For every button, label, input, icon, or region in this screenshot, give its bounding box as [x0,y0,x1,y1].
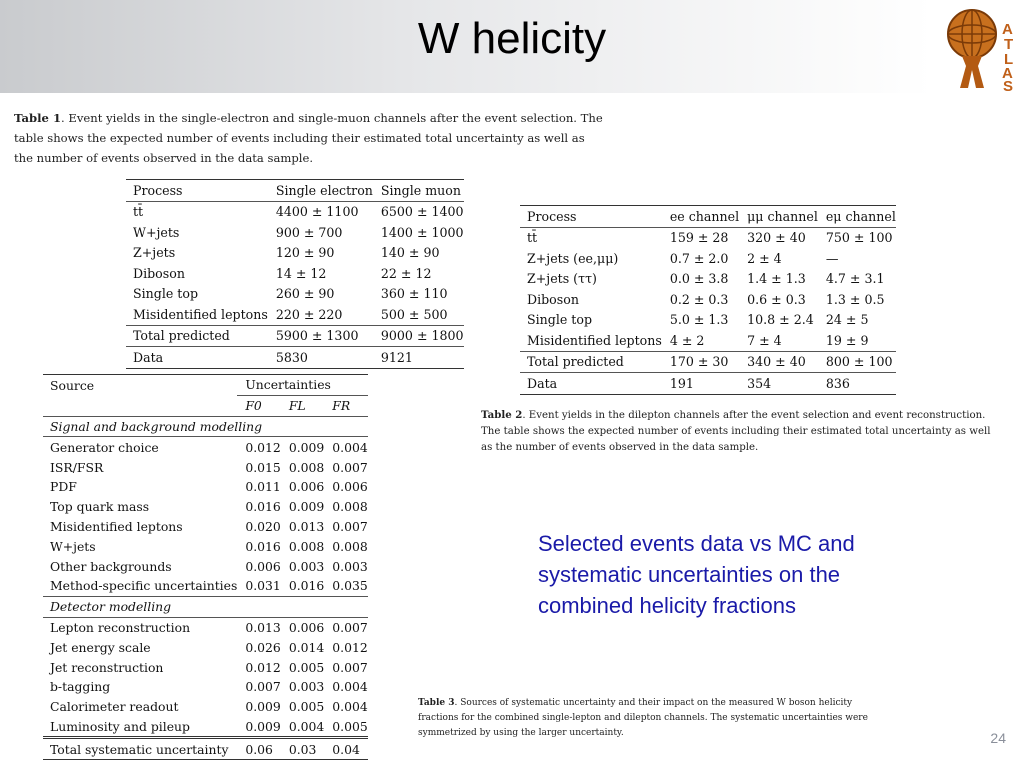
cell-value: 360 ± 110 [380,286,448,302]
cell-value: 0.6 ± 0.3 [747,291,806,307]
cell-value: 6500 ± 1400 [373,201,464,222]
cell-value: ee channel [662,206,739,228]
cell-value: 0.015 [245,459,281,475]
cell-value: 0.035 [332,578,368,594]
row-label: Total predicted [520,351,662,373]
cell-value: 0.006 [245,558,281,574]
cell-value: 0.004 [332,679,368,695]
table3-caption: Table 3. Sources of systematic uncertainty and their impact on the measured W boson helicity fractions for the combined single-lepton and dilepton channels. The systematic uncertainties were symmetrized by using the larger uncertainty. [418,698,868,738]
cell-value: 0.006 [288,619,325,635]
table3-systematic-uncertainties [43,374,368,760]
cell-value: 0.012 [332,639,368,655]
table-subheader-row [43,395,368,416]
cell-value: 0.004 [332,439,368,455]
row-label: Diboson [527,291,579,307]
row-label: Single top [527,312,593,328]
table-row [520,248,896,269]
table-row [43,536,368,556]
cell-value: 836 [818,373,896,395]
table1-caption: Table 1. Event yields in the single-electron and single-muon channels after the event selection. The table shows the expected number of events including their estimated total uncertainty as well as the number of events observed in the data sample. [14,111,603,165]
cell-value: 0.06 [237,738,280,760]
cell-value: 4400 ± 1100 [268,201,373,222]
row-label: Data [520,373,662,395]
cell-value: 0.016 [288,578,325,594]
svg-text:A: A [1002,65,1013,82]
cell-value: 5900 ± 1300 [268,325,373,347]
table2-caption: Table 2. Event yields in the dilepton channels after the event selection and event reconstruction. The table shows the expected number of events including their estimated total uncertainty as well as the number of events observed in the data sample. [481,409,991,453]
table-row [43,697,368,717]
row-label: tt̄ [126,201,268,222]
table-row [43,556,368,576]
row-label: W+jets [50,538,96,554]
table-row [126,201,464,222]
section-heading: Detector modelling [43,596,368,617]
svg-text:A: A [1002,21,1013,38]
row-label: Total systematic uncertainty [43,738,237,760]
table-row [126,222,464,243]
subheader-0: F0 [245,398,262,414]
svg-text:S: S [1003,78,1014,92]
cell-value: 0.006 [332,479,368,495]
table-row [520,373,896,395]
cell-value: 0.008 [288,459,325,475]
row-label: tt̄ [520,227,662,248]
cell-value: 0.009 [245,718,281,734]
cell-value: 354 [739,373,818,395]
svg-text:L: L [1004,51,1014,68]
cell-value: 191 [662,373,739,395]
row-label: Lepton reconstruction [50,619,191,635]
cell-value: 0.012 [245,659,281,675]
row-label: ISR/FSR [50,459,104,475]
cell-value: 170 ± 30 [662,351,739,373]
cell-value: 0.014 [288,639,325,655]
row-label: PDF [50,479,77,495]
cell-value: eμ channel [818,206,896,228]
table-row [43,576,368,596]
row-label: Misidentified leptons [527,332,662,348]
cell-value: 5.0 ± 1.3 [669,312,729,328]
section-heading: Signal and background modelling [43,416,368,437]
cell-value: 0.003 [288,679,325,695]
cell-value: 0.016 [245,499,281,515]
section-detector [43,596,368,617]
cell-value: Single electron [268,180,373,202]
cell-value: 5830 [268,347,373,369]
cell-value: 0.013 [245,619,281,635]
slide-note: Selected events data vs MC and systematic uncertainties on the combined helicity fractions [538,531,855,618]
cell-value: 0.005 [288,659,325,675]
cell-value: 340 ± 40 [739,351,818,373]
section-signal-background [43,416,368,437]
cell-value: 19 ± 9 [825,332,869,348]
cell-value: 4.7 ± 3.1 [825,271,885,287]
row-label: Z+jets [133,245,176,261]
row-label: Diboson [133,265,185,281]
row-label: Single top [133,286,199,302]
table-row [520,310,896,331]
cell-value: 0.007 [332,619,368,635]
cell-value: Single muon [373,180,464,202]
row-label: Data [126,347,268,369]
cell-value: 0.005 [332,718,368,734]
cell-value: 7 ± 4 [747,332,782,348]
cell-value: 800 ± 100 [818,351,896,373]
cell-value: 0.011 [245,479,281,495]
cell-value: 0.0 ± 3.8 [669,271,729,287]
cell-value: 2 ± 4 [747,250,782,266]
subheader-2: FR [332,398,351,414]
cell-value: 0.007 [245,679,281,695]
table-row [520,269,896,290]
cell-value: 320 ± 40 [739,227,818,248]
cell-value: 220 ± 220 [275,306,343,322]
cell-value: 260 ± 90 [275,286,335,302]
cell-value: 0.003 [332,558,368,574]
cell-value: 0.03 [281,738,324,760]
cell-value: 9000 ± 1800 [373,325,464,347]
cell-value: 1.3 ± 0.5 [825,291,885,307]
table-header-row [126,180,464,202]
row-label: Total predicted [126,325,268,347]
cell-value: 0.004 [332,699,368,715]
atlas-globe-icon [948,10,996,88]
cell-value: 4 ± 2 [669,332,705,348]
table-row [520,351,896,373]
cell-value: — [825,250,839,266]
table-row [43,717,368,738]
empty-cell [43,395,237,416]
cell-value: 0.007 [332,659,368,675]
atlas-logo [936,4,1022,92]
cell-value: 0.008 [332,538,368,554]
table-row [43,517,368,537]
row-label: W+jets [133,224,180,240]
cell-value: 0.007 [332,518,368,534]
cell-value: 0.012 [245,439,281,455]
cell-value: 1.4 ± 1.3 [747,271,806,287]
cell-value: 120 ± 90 [275,245,335,261]
table-header-row [43,375,368,396]
table-row [126,325,464,347]
cell-value: 0.009 [288,439,325,455]
cell-value: 159 ± 28 [662,227,739,248]
table-row [43,457,368,477]
cell-value: 0.008 [332,499,368,515]
cell-value: 0.7 ± 2.0 [669,250,729,266]
row-label: Other backgrounds [50,558,172,574]
cell-value: 0.2 ± 0.3 [669,291,729,307]
table-row [520,289,896,310]
cell-value: 0.008 [288,538,325,554]
row-label: Method-specific uncertainties [50,578,238,594]
cell-value: 0.003 [288,558,325,574]
table-row [43,437,368,457]
row-label: b-tagging [50,679,111,695]
cell-value: 10.8 ± 2.4 [747,312,814,328]
table-row [43,677,368,697]
table1-event-yields-single-lepton [126,179,464,369]
table-row [126,263,464,284]
cell-value: 140 ± 90 [380,245,440,261]
total-row [43,738,368,760]
cell-value: 0.005 [288,699,325,715]
table-row [126,347,464,369]
cell-value: 0.007 [332,459,368,475]
row-label: Generator choice [50,439,159,455]
cell-value: 9121 [373,347,464,369]
cell-value: 0.031 [245,578,281,594]
row-label: Z+jets (ττ) [527,271,597,287]
table-row [520,330,896,351]
row-label: Process [520,206,662,228]
table-row [520,227,896,248]
cell-value: 0.009 [288,499,325,515]
cell-value: 0.013 [288,518,325,534]
row-label: Jet energy scale [50,639,151,655]
cell-value: 1400 ± 1000 [380,224,464,240]
table-row [43,657,368,677]
cell-value: 0.009 [245,699,281,715]
cell-value: 900 ± 700 [275,224,343,240]
row-label: Process [126,180,268,202]
subheader-1: FL [288,398,306,414]
row-label: Z+jets (ee,μμ) [527,250,619,266]
page-number: 24 [990,730,1006,746]
row-label: Misidentified leptons [50,518,183,534]
row-label: Calorimeter readout [50,699,179,715]
table-header-row [520,206,896,228]
cell-value: 14 ± 12 [275,265,327,281]
cell-value: 0.026 [245,639,281,655]
row-label: Top quark mass [50,499,150,515]
header-source: Source [43,375,237,396]
row-label: Luminosity and pileup [50,718,190,734]
table-row [43,637,368,657]
cell-value: 0.016 [245,538,281,554]
header-uncertainties: Uncertainties [237,375,367,396]
cell-value: 0.006 [288,479,325,495]
table-row [126,304,464,325]
row-label: Misidentified leptons [133,306,268,322]
cell-value: 750 ± 100 [818,227,896,248]
cell-value: 0.020 [245,518,281,534]
table-row [43,497,368,517]
table-row [43,477,368,497]
cell-value: 500 ± 500 [380,306,448,322]
cell-value: μμ channel [739,206,818,228]
table-row [126,243,464,264]
table2-event-yields-dilepton [520,205,896,395]
row-label: Jet reconstruction [50,659,164,675]
cell-value: 0.04 [324,738,367,760]
cell-value: 0.004 [288,718,325,734]
cell-value: 22 ± 12 [380,265,432,281]
table-row [126,284,464,305]
svg-text:T: T [1004,36,1014,53]
table-row [43,617,368,637]
cell-value: 24 ± 5 [825,312,869,328]
slide-title: W helicity [417,14,607,63]
